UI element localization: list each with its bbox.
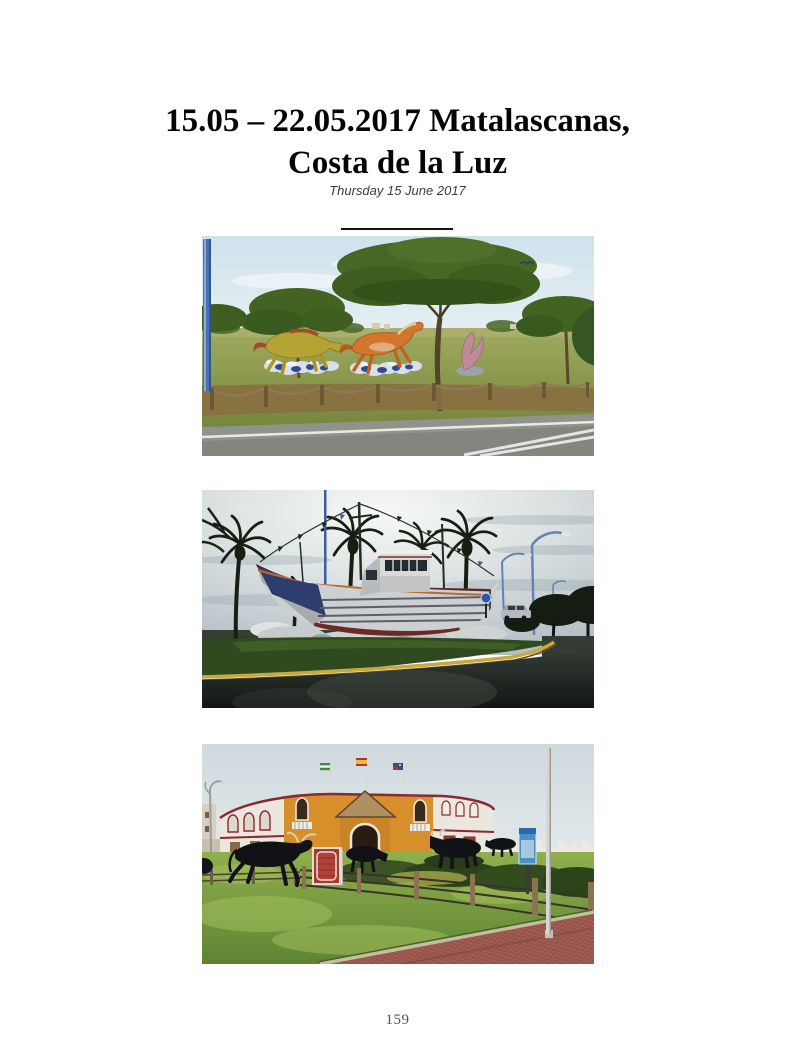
page-title-line2: Costa de la Luz — [287, 145, 508, 181]
divider-rule — [341, 228, 453, 230]
photo-boat-roundabout-image — [202, 490, 594, 708]
photo-bullring-image — [202, 744, 594, 964]
page-title — [0, 100, 795, 184]
page-number: 159 — [385, 1012, 410, 1028]
red-monument — [312, 847, 343, 885]
photo-horse-sculptures-image — [202, 236, 594, 456]
blue-pole — [203, 239, 211, 391]
photo-bullring — [202, 744, 594, 964]
photo-boat-roundabout — [202, 490, 594, 708]
page-title-line1: 15.05 – 22.05.2017 Matalascanas, — [165, 103, 630, 139]
photo-horse-sculptures — [202, 236, 594, 456]
entry-date: Thursday 15 June 2017 — [329, 183, 466, 198]
flagpole — [324, 490, 327, 585]
